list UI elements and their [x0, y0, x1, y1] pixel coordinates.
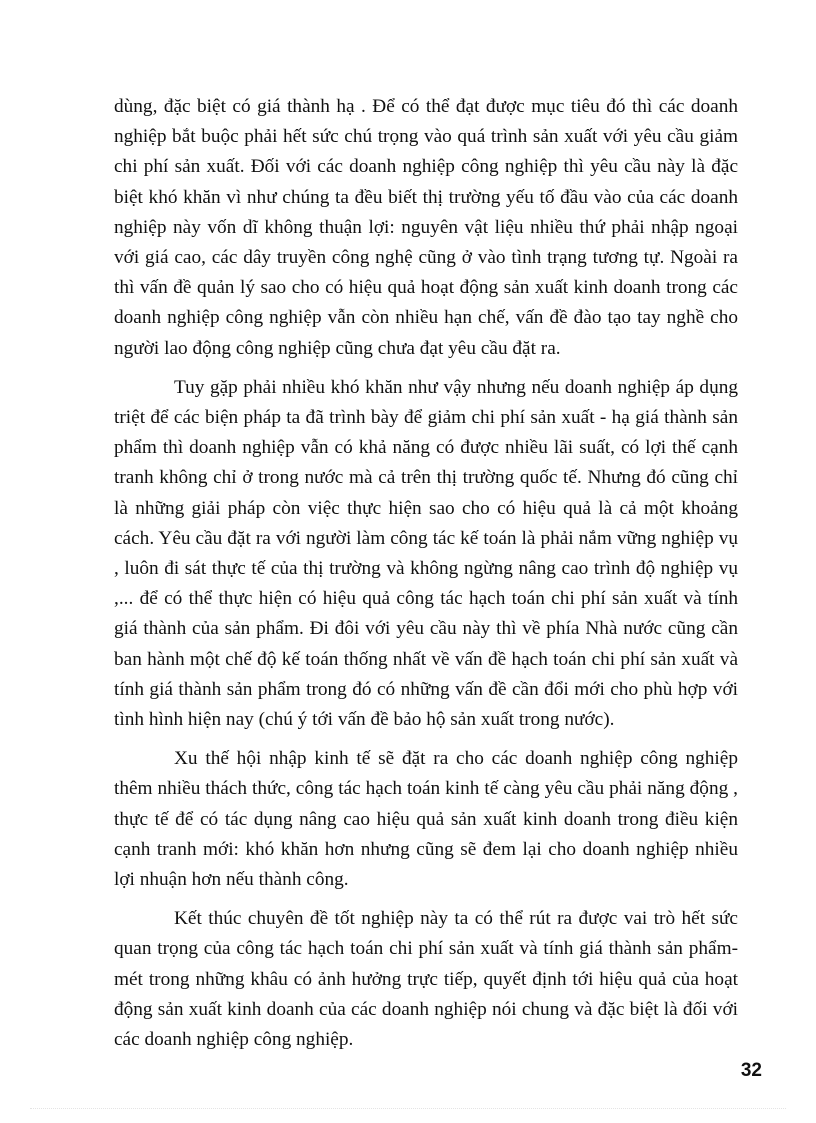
paragraph-4: Kết thúc chuyên đề tốt nghiệp này ta có thể rút ra được vai trò hết sức quan trọng của công tác hạch toán chi phí sản xuất và tính giá thành sản phẩm- mét trong những khâu có ảnh hưởng trực tiếp, quyết định tới hiệu quả của hoạt động sản xuất kinh doanh của các doanh nghiệp nói chung và đặc biệt là đối với các doanh nghiệp công nghiệp. [114, 908, 738, 1051]
paragraph-3: Xu thế hội nhập kinh tế sẽ đặt ra cho các doanh nghiệp công nghiệp thêm nhiều thách thức, công tác hạch toán kinh tế càng yêu cầu phải năng động , thực tế để có tác dụng nâng cao hiệu quả sản xuất kinh doanh trong điều kiện cạnh tranh mới: khó khăn hơn nhưng cũng sẽ đem lại cho doanh nghiệp nhiều lợi nhuận hơn nếu thành công. [114, 748, 738, 891]
body-text [114, 92, 738, 1064]
page-number: 32 [740, 1060, 762, 1081]
paragraph-2: Tuy gặp phải nhiều khó khăn như vậy nhưng nếu doanh nghiệp áp dụng triệt để các biện pháp ta đã trình bày để giảm chi phí sản xuất - hạ giá thành sản phẩm thì doanh nghiệp vẫn có khả năng có được nhiều lãi suất, có lợi thế cạnh tranh không chỉ ở trong nước mà cả trên thị trường quốc tế. Nhưng đó cũng chỉ là những giải pháp còn việc thực hiện sao cho có hiệu quả là cả một khoảng cách. Yêu cầu đặt ra với người làm công tác kế toán là phải nắm vững nghiệp vụ , luôn đi sát thực tế của thị trường và không ngừng nâng cao trình độ nghiệp vụ ,... để có thể thực hiện có hiệu quả công tác hạch toán chi phí sản xuất và tính giá thành của sản phẩm. Đi đôi với yêu cầu này thì về phía Nhà nước cũng cần ban hành một chế độ kế toán thống nhất về vấn đề hạch toán chi phí sản xuất và tính giá thành sản phẩm trong đó có những vấn đề cần đổi mới cho phù hợp với tình hình hiện nay (chú ý tới vấn đề bảo hộ sản xuất trong nước). [114, 376, 738, 731]
bottom-rule [30, 1108, 786, 1109]
paragraph-1: dùng, đặc biệt có giá thành hạ . Để có thể đạt được mục tiêu đó thì các doanh nghiệp bắt buộc phải hết sức chú trọng vào quá trình sản xuất với yêu cầu giảm chi phí sản xuất. Đối với các doanh nghiệp công nghiệp thì yêu cầu này là đặc biệt khó khăn vì như chúng ta đều biết thị trường yếu tố đầu vào của các doanh nghiệp này vốn dĩ không thuận lợi: nguyên vật liệu nhiều thứ phải nhập ngoại với giá cao, các dây truyền công nghệ cũng ở vào tình trạng tương tự. Ngoài ra thì vấn đề quản lý sao cho có hiệu quả hoạt động sản xuất kinh doanh trong các doanh nghiệp công nghiệp vẫn còn nhiều hạn chế, vấn đề đào tạo tay nghề cho người lao động công nghiệp cũng chưa đạt yêu cầu đặt ra. [114, 96, 738, 359]
